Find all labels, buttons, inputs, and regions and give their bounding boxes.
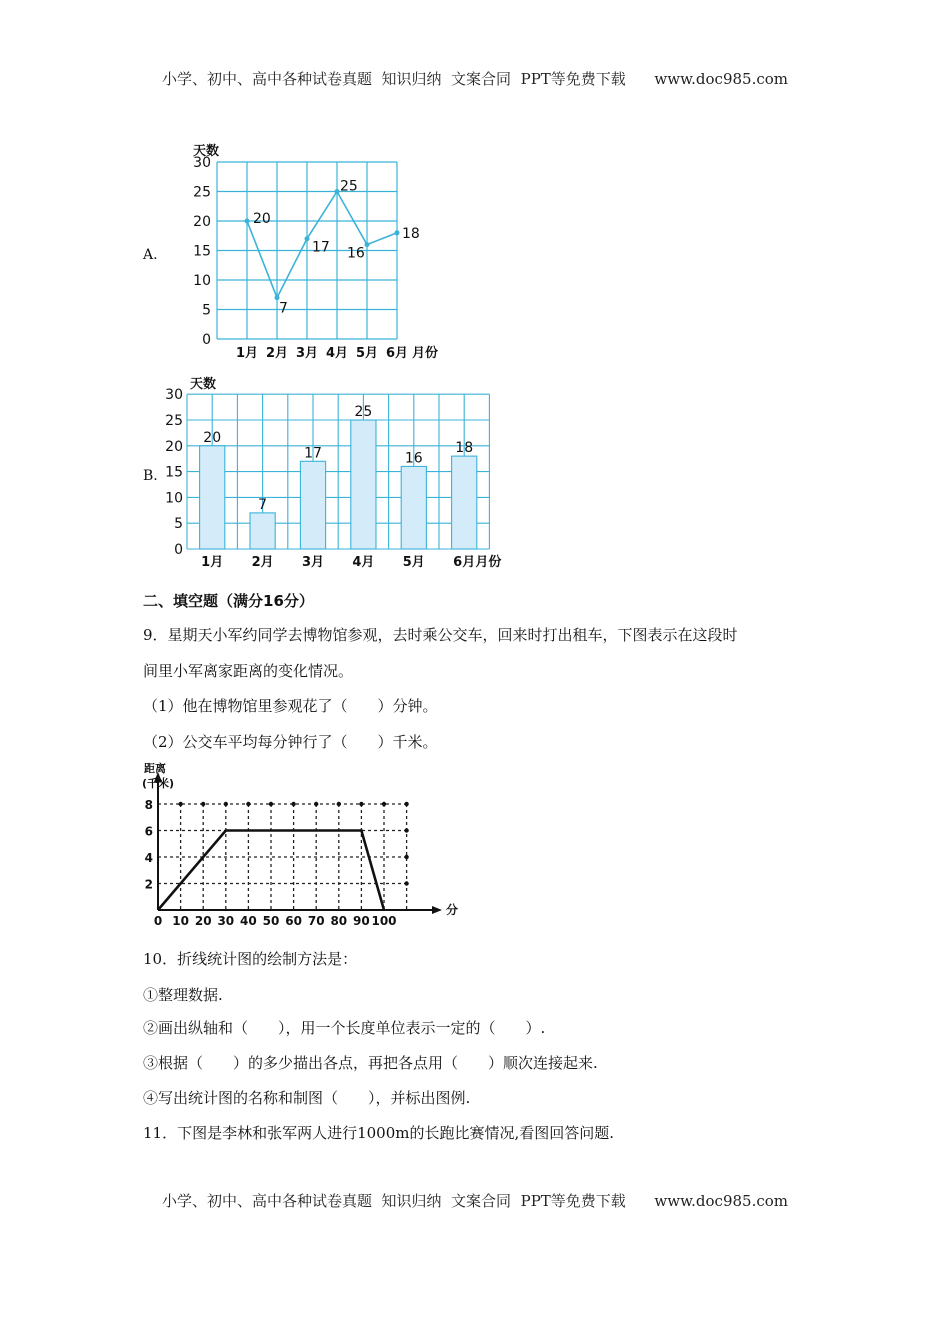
y-tick-label: 0 [202,332,211,348]
data-point [395,230,400,235]
q9-sub1: （1）他在博物馆里参观花了（ ）分钟。 [143,697,438,715]
grid-dot [359,802,363,806]
footer-text: 小学、初中、高中各种试卷真题 知识归纳 文案合同 PPT等免费下载 [161,1192,626,1210]
y-tick-label: 10 [193,273,211,289]
x-tick-label: 30 [217,914,235,928]
grid-dot [224,802,228,806]
bar-label: 16 [404,450,423,467]
y-tick-label: 20 [193,214,211,230]
data-label: 7 [279,300,288,317]
grid-dot [382,802,386,806]
grid-dot [404,855,408,859]
x-axis-title: 月份 [475,555,502,570]
bar [351,420,376,549]
footer-url: www.doc985.com [654,1192,788,1210]
q10-step1: ①整理数据. [143,986,223,1004]
y-tick-label: 15 [165,464,183,481]
grid-dot [404,881,408,885]
y-tick-label: 25 [193,184,211,201]
y-axis-title: 距离 [144,762,166,775]
x-tick-label: 20 [194,914,212,928]
data-point [365,242,370,247]
grid-dot [404,802,408,806]
chart-a-line [160,140,440,365]
x-tick-label: 5月 [355,346,379,361]
option-a-label: A. [143,247,158,263]
data-label: 18 [402,225,420,242]
grid-dot [291,802,295,806]
grid-dot [269,802,273,806]
chart-b-bar [160,372,540,572]
x-tick-label: 1月 [201,555,224,570]
y-tick-label: 4 [144,851,153,865]
bar [300,461,325,549]
x-tick-label: 3月 [301,555,325,570]
data-point [305,236,310,241]
q10-title: 10．折线统计图的绘制方法是： [143,950,358,968]
header-text: 小学、初中、高中各种试卷真题 知识归纳 文案合同 PPT等免费下载 [161,70,626,88]
bar-label: 18 [455,440,474,457]
x-tick-label: 50 [262,914,280,928]
data-label: 17 [312,239,330,256]
x-tick-label: 5月 [402,555,425,570]
q10-step4: ④写出统计图的名称和制图（ ），并标出图例. [143,1089,471,1107]
x-axis-title: 月份 [412,346,439,361]
x-tick-label: 6月 [385,346,409,361]
q9-line1: 9．星期天小军约同学去博物馆参观，去时乘公交车，回来时打出租车，下图表示在这段时 [143,626,738,644]
x-tick-label: 70 [307,914,325,928]
y-tick-label: 2 [144,877,153,892]
data-point [335,189,340,194]
data-point [275,295,280,300]
x-tick-label: 0 [153,914,163,928]
bar-label: 25 [354,404,373,420]
page-footer [0,1190,950,1211]
x-axis-title: 分 [446,903,459,917]
x-tick-label: 3月 [295,346,319,361]
y-tick-label: 30 [193,155,211,171]
q10-step3: ③根据（ ）的多少描出各点，再把各点用（ ）顺次连接起来. [143,1054,598,1072]
y-tick-label: 0 [174,542,183,558]
chart-q9-distance [140,760,460,930]
grid-dot [337,802,341,806]
y-axis-unit: (千米) [142,777,175,790]
y-tick-label: 8 [144,798,153,812]
x-tick-label: 80 [330,914,348,928]
data-point [245,219,250,224]
data-label: 20 [253,211,271,227]
x-axis-arrow [432,906,442,914]
section-2-title: 二、填空题（满分16分） [143,592,314,610]
header-url: www.doc985.com [654,70,788,88]
bar [401,466,426,549]
x-tick-label: 6月 [453,555,476,570]
y-tick-label: 30 [165,387,183,404]
bar-label: 20 [203,429,222,446]
x-tick-label: 2月 [265,346,289,361]
bar [200,446,225,549]
x-tick-label: 4月 [325,346,349,361]
q9-line2: 间里小军离家距离的变化情况。 [143,662,354,680]
y-axis-title: 天数 [193,144,220,159]
x-tick-label: 1月 [235,346,259,361]
bar-label: 17 [304,445,322,462]
x-tick-label: 10 [172,914,189,928]
x-tick-label: 40 [240,914,257,928]
bar [452,456,477,549]
grid-dot [314,802,318,806]
data-label: 25 [340,178,358,195]
page-header [0,68,950,89]
x-tick-label: 100 [371,914,397,928]
y-tick-label: 25 [165,413,183,429]
y-tick-label: 20 [165,438,183,455]
data-label: 16 [347,245,365,262]
x-tick-label: 60 [285,914,302,928]
x-tick-label: 2月 [251,555,274,570]
q10-step2: ②画出纵轴和（ ），用一个长度单位表示一定的（ ）. [143,1019,546,1037]
grid-dot [178,802,182,806]
y-tick-label: 15 [193,243,211,260]
option-b-label: B. [143,468,158,484]
grid-dot [246,802,250,806]
x-tick-label: 90 [353,914,370,928]
y-tick-label: 6 [144,824,153,839]
grid-dot [404,828,408,832]
x-tick-label: 4月 [352,555,375,570]
bar-label: 7 [258,496,268,513]
y-axis-title: 天数 [190,377,217,392]
q11-text: 11．下图是李林和张军两人进行1000m的长跑比赛情况,看图回答问题. [143,1124,615,1142]
y-tick-label: 5 [174,516,183,533]
bar [250,513,275,549]
y-tick-label: 5 [202,302,211,319]
q9-sub2: （2）公交车平均每分钟行了（ ）千米。 [143,733,438,751]
grid-dot [201,802,205,806]
y-tick-label: 10 [165,490,183,507]
